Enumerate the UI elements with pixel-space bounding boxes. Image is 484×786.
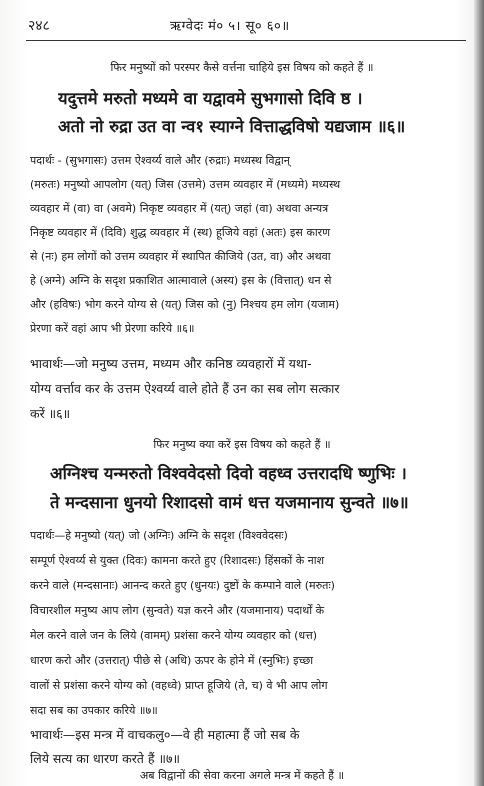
padartha-line: करने वाले (मन्दसानाः) आनन्द करते हुए (धुनयः) दुष्टों के कम्पाने वाले (मरुतः) — [30, 579, 335, 592]
padartha-line: धारण करो और (उत्तरात्) पीछे से (अधि) ऊपर के होने में (स्नुभिः) इच्छा — [30, 654, 314, 667]
padartha-line: और (हविषः) भोग करने योग्य से (यत्) जिस को (नु) निश्चय हम लोग (यजाम) — [30, 298, 340, 311]
padartha-line: हे (अग्ने) अग्नि के सदृश प्रकाशित आत्मावाले (अस्य) इस के (वित्तात्) धन से — [30, 274, 332, 287]
padartha-line: मेल करने वाले जन के लिये (वामम्) प्रशंसा करने योग्य व्यवहार को (धत्त) — [30, 629, 318, 642]
padartha-line: व्यवहार में (वा) वा (अवमे) निकृष्ट व्यवहार में (यत्) जहां (वा) अथवा अन्यत्र — [30, 202, 329, 215]
padartha-line: प्रेरणा करें वहां आप भी प्रेरणा करिये ॥६॥ — [30, 322, 195, 335]
padartha-line: (मरुतः) मनुष्यो आपलोग (यत्) जिस (उत्तमे) उत्तम व्यवहार में (मध्यमे) मध्यस्थ — [30, 178, 341, 191]
running-header: ऋग्वेदः मं० ५। सू० ६०॥ — [170, 19, 290, 34]
header-rule — [26, 40, 466, 41]
bhavartha-line: लिये सत्य का धारण करते हैं ॥७॥ — [30, 751, 180, 766]
intro-line: फिर मनुष्य क्या करें इस विषय को कहते हैं ॥ — [153, 438, 331, 451]
verse-line: अतो नो रुद्रा उत वा न्व१ स्याग्ने वित्ताद्धविषो यद्यजाम ॥६॥ — [58, 117, 406, 136]
padartha-line: से (नः) हम लोगों को उत्तम व्यवहार में स्थापित कीजिये (उत, वा) और अथवा — [30, 250, 331, 263]
bhavartha-line: योग्य वर्त्ताव कर के उत्तम ऐश्वर्य्य वाले होते हैं उन का सब लोग सत्कार — [30, 381, 340, 396]
verse-line: अग्निश्च यन्मरुतो विश्ववेदसो दिवो वहध्व उत्तरादधि ष्णुभिः । — [50, 464, 407, 483]
padartha-line: निकृष्ट व्यवहार में (दिवि) शुद्ध व्यवहार में (स्थ) हूजिये वहां (अतः) इस कारण — [30, 226, 331, 239]
bhavartha-line: करें ॥६॥ — [30, 406, 71, 421]
page-number: २४८ — [28, 18, 50, 34]
padartha-line: सम्पूर्ण ऐश्वर्य्य से युक्त (दिवः) कामना करते हुए (रिशादसः) हिंसकों के नाश — [30, 554, 325, 567]
padartha-line: पदार्थः—हे मनुष्यो (यत्) जो (अग्निः) अग्नि के सदृश (विश्ववेदसः) — [30, 529, 288, 542]
padartha-line: सदा सब का उपकार करिये ॥७॥ — [30, 704, 158, 717]
padartha-line: विचारशील मनुष्य आप लोग (सुन्वते) यज्ञ करने और (यजमानाय) पदार्थों के — [30, 604, 325, 617]
verse-line: यदुत्तमे मरुतो मध्यमे वा यद्वावमे सुभगासो दिवि ष्ठ । — [58, 89, 363, 108]
footer-intro-line: अब विद्वानों की सेवा करना अगले मन्त्र में कहते हैं ॥ — [139, 769, 345, 782]
padartha-line: पदार्थः - (सुभगासः) उत्तम ऐश्वर्य्य वाले और (रुद्राः) मध्यस्थ विद्वान् — [30, 154, 290, 167]
bhavartha-line: भावार्थः—जो मनुष्य उत्तम, मध्यम और कनिष्ठ व्यवहारों में यथा- — [30, 356, 312, 371]
padartha-line: वालों से प्रशंसा करने योग्य को (वहध्वे) प्राप्त हूजिये (ते, च) वे भी आप लोग — [30, 679, 328, 692]
intro-line: फिर मनुष्यों को परस्पर कैसे वर्त्तना चाहिये इस विषय को कहते हैं ॥ — [110, 61, 374, 74]
verse-line: ते मन्दसाना धुनयो रिशादसो वामं धत्त यजमानाय सुन्वते ॥७॥ — [50, 493, 409, 512]
bhavartha-line: भावार्थः—इस मन्त्र में वाचकलु०—वे ही महात्मा हैं जो सब के — [30, 727, 300, 742]
